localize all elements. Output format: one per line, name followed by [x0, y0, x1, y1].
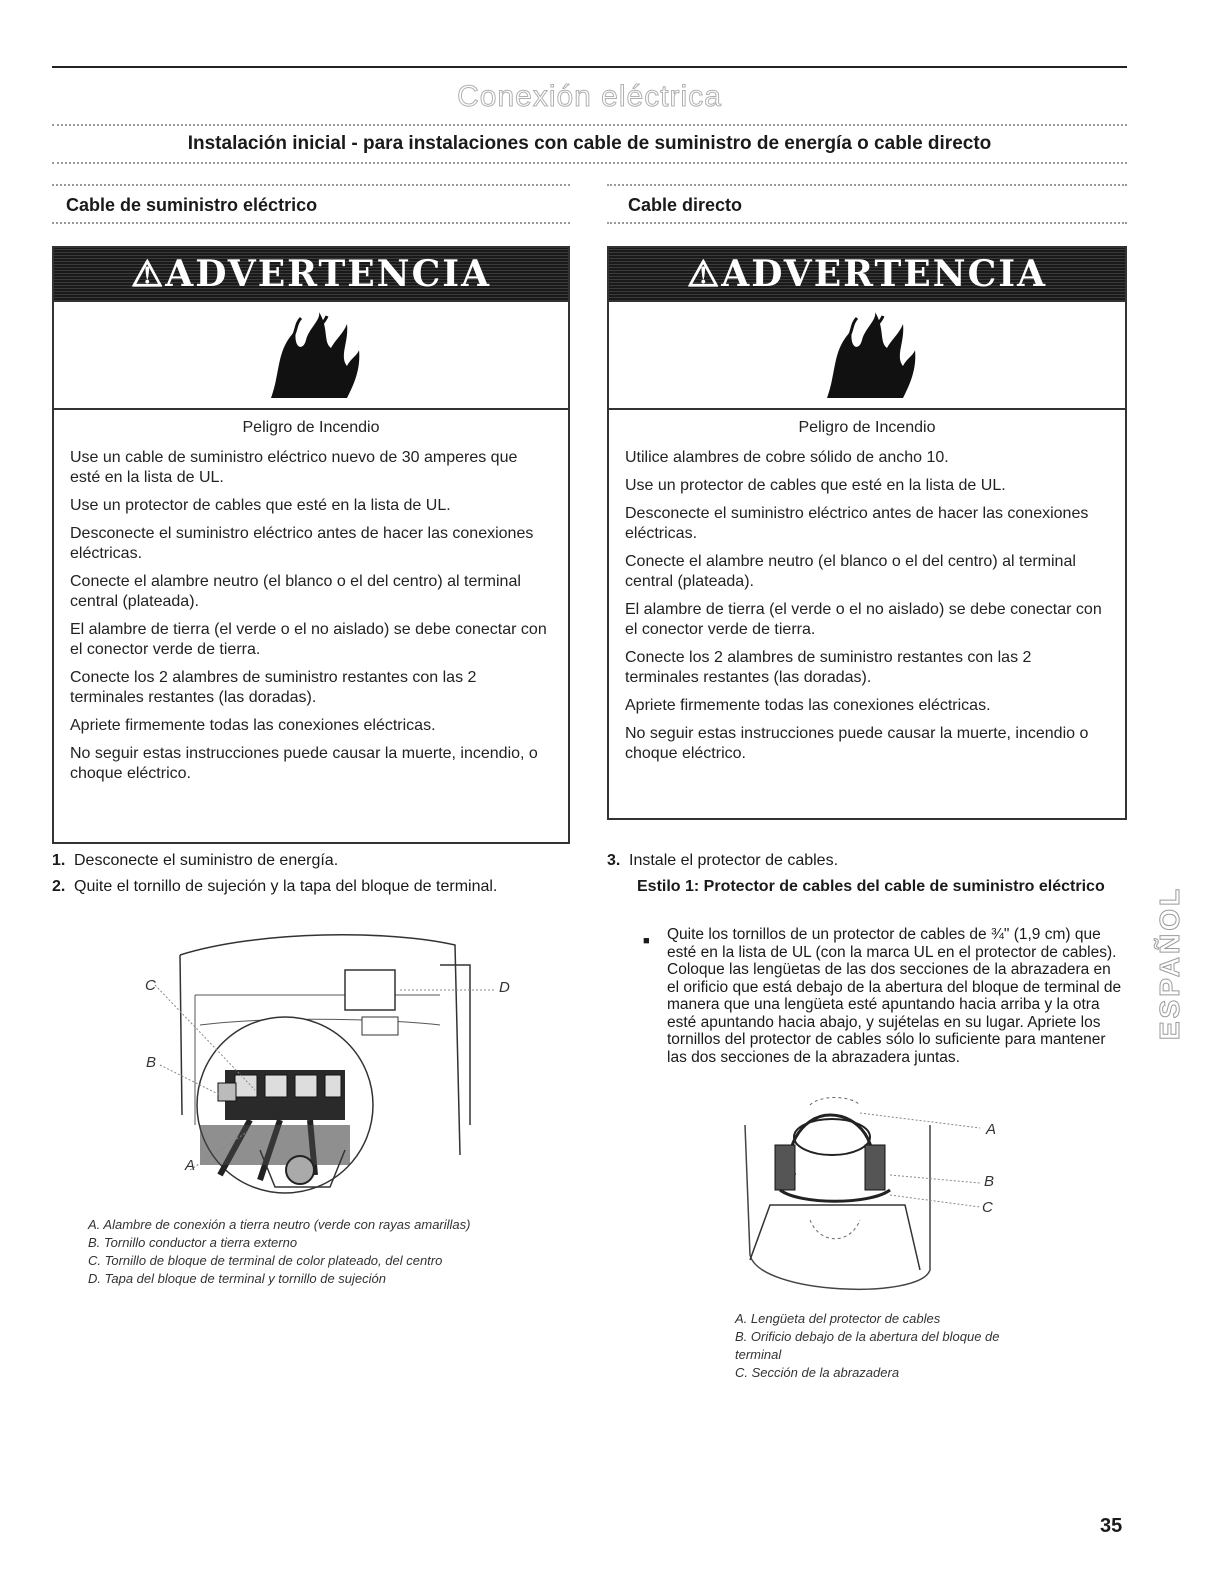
figure-label-d: D	[499, 979, 510, 996]
right-figure-captions	[735, 1310, 1025, 1382]
step-number: 2.	[52, 878, 66, 895]
warning-line: Conecte los 2 alambres de suministro restantes con las 2 terminales restantes (las doradas).	[625, 649, 1032, 686]
figure-label-c: C	[145, 977, 156, 994]
left-figure-captions	[88, 1216, 558, 1288]
warning-line: No seguir estas instrucciones puede causar la muerte, incendio o choque eléctrico.	[625, 725, 1089, 762]
warning-line: El alambre de tierra (el verde o el no aislado) se debe conectar con el conector verde de tierra.	[625, 601, 1102, 638]
warning-line: Use un cable de suministro eléctrico nuevo de 30 amperes que esté en la lista de UL.	[70, 449, 518, 486]
step-2	[52, 876, 582, 898]
warning-line: Desconecte el suministro eléctrico antes de hacer las conexiones eléctricas.	[70, 525, 534, 562]
step-text: Desconecte el suministro de energía.	[74, 852, 339, 869]
warning-banner-text: ⚠ADVERTENCIA	[130, 253, 491, 295]
figure-label-a: A	[185, 1157, 196, 1174]
warning-line: Use un protector de cables que esté en la lista de UL.	[70, 497, 451, 514]
section-title: Conexión eléctrica	[457, 80, 722, 113]
fire-icon	[251, 310, 371, 400]
side-tab-text: ESPAÑOL	[1154, 885, 1185, 1041]
step-number: 1.	[52, 852, 66, 869]
warning-box-left	[52, 246, 570, 844]
warning-line: Conecte los 2 alambres de suministro restantes con las 2 terminales restantes (las doradas).	[70, 669, 477, 706]
figure-label-a: A	[986, 1121, 997, 1138]
step-text: Quite el tornillo de sujeción y la tapa del bloque de terminal.	[74, 878, 498, 895]
figure-label-b: B	[984, 1173, 995, 1190]
warning-banner	[609, 248, 1125, 302]
fire-hazard-area	[609, 302, 1125, 410]
figure-label-b: B	[146, 1054, 157, 1071]
divider	[52, 222, 570, 224]
warning-triangle-icon: ⚠	[686, 253, 722, 295]
warning-heading: Peligro de Incendio	[242, 419, 380, 436]
warning-line: Desconecte el suministro eléctrico antes de hacer las conexiones eléctricas.	[625, 505, 1089, 542]
caption-line: C. Tornillo de bloque de terminal de color plateado, del centro	[88, 1253, 443, 1268]
language-side-tab	[1150, 790, 1186, 1130]
caption-line: A. Lengüeta del protector de cables	[735, 1311, 941, 1326]
warning-line: Utilice alambres de cobre sólido de ancho 10.	[625, 449, 949, 466]
bullet-square-icon: ■	[643, 935, 650, 947]
page-number: 35	[1100, 1515, 1123, 1537]
step-1	[52, 850, 572, 872]
warning-line: Use un protector de cables que esté en la lista de UL.	[625, 477, 1006, 494]
fire-icon	[807, 310, 927, 400]
warning-banner-text: ⚠ADVERTENCIA	[686, 253, 1047, 295]
divider	[52, 184, 570, 186]
cable-clamp-figure	[720, 1095, 1010, 1300]
warning-box-right	[607, 246, 1127, 820]
divider	[52, 124, 1127, 126]
right-column-title: Cable directo	[628, 195, 743, 215]
top-rule	[52, 66, 1127, 68]
warning-line: Apriete firmemente todas las conexiones eléctricas.	[625, 697, 991, 714]
warning-heading: Peligro de Incendio	[798, 419, 936, 436]
warning-line: No seguir estas instrucciones puede causar la muerte, incendio, o choque eléctrico.	[70, 745, 538, 782]
bullet-text: Quite los tornillos de un protector de cables de ¾" (1,9 cm) que esté en la lista de UL (con la marca UL en el protector de cables). Coloque las lengüetas de las dos secciones de la abrazadera en el orificio que está debajo de la abertura del bloque de terminal de manera que una lengüeta esté apuntando hacia arriba y la otra esté apuntando hacia abajo, y sujételas en su lugar. Apriete los tornillos del protector de cables sólo lo suficiente para mantener las dos secciones de la abrazadera juntas.	[667, 926, 1122, 1066]
terminal-block-figure	[140, 925, 530, 1210]
step-number: 3.	[607, 852, 621, 869]
caption-line: C. Sección de la abrazadera	[735, 1365, 900, 1380]
style-1-title: Estilo 1: Protector de cables del cable de suministro eléctrico	[637, 878, 1105, 895]
caption-line: B. Orificio debajo de la abertura del bloque de terminal	[735, 1329, 1000, 1362]
warning-triangle-icon: ⚠	[130, 253, 166, 295]
caption-line: D. Tapa del bloque de terminal y tornillo de sujeción	[88, 1271, 386, 1286]
figure-label-c: C	[982, 1199, 993, 1216]
left-column-title: Cable de suministro eléctrico	[66, 195, 318, 215]
fire-hazard-area	[54, 302, 568, 410]
warning-line: Apriete firmemente todas las conexiones eléctricas.	[70, 717, 436, 734]
warning-banner	[54, 248, 568, 302]
warning-line: El alambre de tierra (el verde o el no aislado) se debe conectar con el conector verde de tierra.	[70, 621, 547, 658]
step-text: Instale el protector de cables.	[629, 852, 839, 869]
divider	[607, 222, 1127, 224]
divider	[607, 184, 1127, 186]
step-3	[607, 850, 1127, 872]
page-subtitle: Instalación inicial - para instalaciones con cable de suministro de energía o cable directo	[187, 133, 992, 154]
caption-line: A. Alambre de conexión a tierra neutro (verde con rayas amarillas)	[88, 1217, 471, 1232]
warning-line: Conecte el alambre neutro (el blanco o el del centro) al terminal central (plateada).	[70, 573, 521, 610]
divider	[52, 162, 1127, 164]
warning-line: Conecte el alambre neutro (el blanco o el del centro) al terminal central (plateada).	[625, 553, 1076, 590]
caption-line: B. Tornillo conductor a tierra externo	[88, 1235, 298, 1250]
